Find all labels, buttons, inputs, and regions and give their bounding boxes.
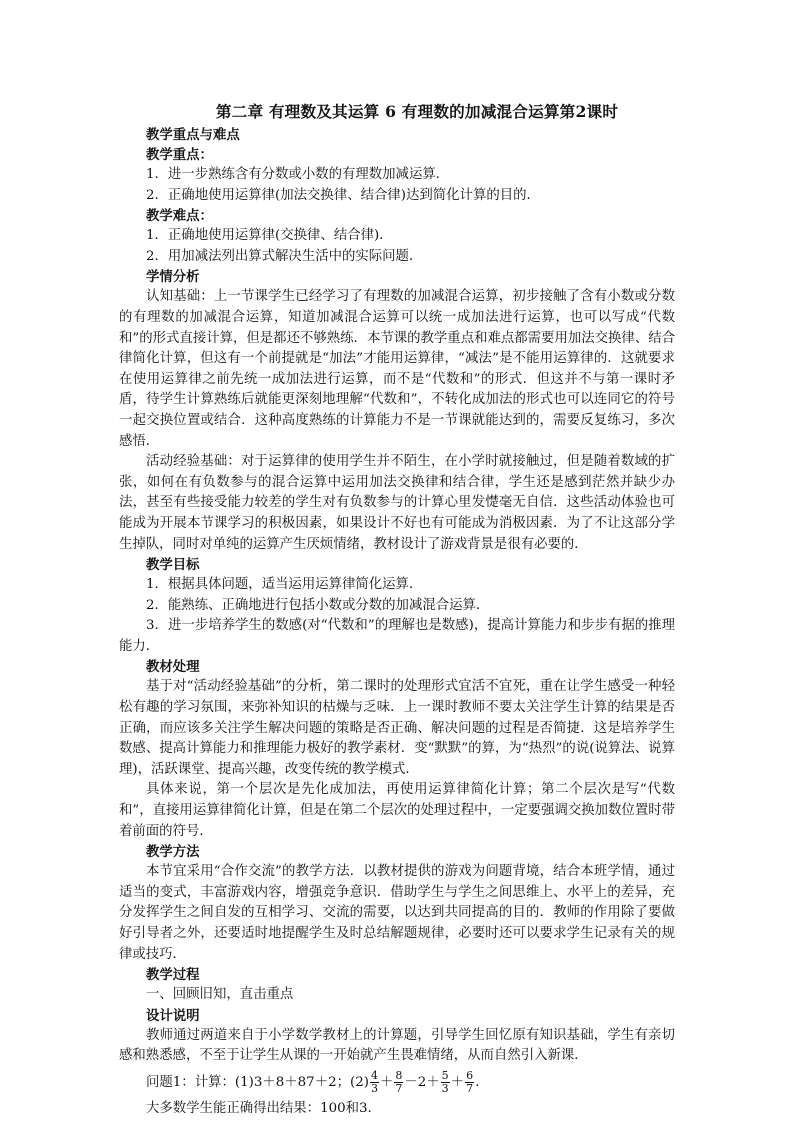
section-heading-key-points: 教学重点与难点 — [146, 127, 240, 143]
subheading-design-notes: 设计说明 — [146, 1007, 200, 1024]
fraction: $\frac{5}{3}$ — [441, 1068, 449, 1095]
fraction: $\frac{8}{7}$ — [395, 1068, 403, 1095]
section-heading-teaching-process: 教学过程 — [146, 967, 200, 984]
paragraph: 本节宜采用“合作交流”的教学方法．以教材提供的游戏为问题背境，结合本班学情，通过适当的变式，丰富游戏内容，增强竞争意识．借助学生与学生之间思维上、水平上的差异，充分发挥学生之间自发的互相学习、交流的需要，以达到共同提高的目的．教师的作用除了要做好引导者之外，还要适时地提醒学生及时总结解题规律，必要时还可以要求学生记录有关的规律或技巧． — [119, 864, 675, 962]
list-item: 2．用加减法列出算式解决生活中的实际问题． — [146, 248, 423, 264]
problem-text: 问题1：计算：(1)3＋8＋87＋2；(2) — [146, 1074, 369, 1090]
problem-1: 问题1：计算：(1)3＋8＋87＋2；(2) $\frac{4}{3}$ ＋ $\frac{8}{7}$ －2＋ $\frac{5}{3}$ ＋ $\frac{6}{7}$ . — [146, 1068, 480, 1095]
list-item: 2．正确地使用运算律(加法交换律、结合律)达到简化计算的目的． — [146, 187, 540, 203]
fraction: $\frac{4}{3}$ — [370, 1068, 378, 1095]
process-step: 一、回顾旧知，直击重点 — [146, 987, 294, 1003]
section-heading-objectives: 教学目标 — [146, 557, 200, 574]
section-heading-learner-analysis: 学情分析 — [146, 269, 200, 286]
paragraph: 基于对“活动经验基础”的分析，第二课时的处理形式宜活不宜死，重在让学生感受一种轻松有趣的学习氛围，来弥补知识的枯燥与乏味．上一课时教师不要太关注学生计算的结果是否正确，而应该多关注学生解决问题的策略是否正确、解决问题的过程是否简捷．这是培养学生数感、提高计算能力和推理能力极好的教学素材．变“默默”的算，为“热烈”的说(说算法、说算理)，活跃课堂、提高兴趣，改变传统的教学模式． — [119, 679, 675, 777]
fraction: $\frac{6}{7}$ — [466, 1068, 474, 1095]
list-item: 2．能熟练、正确地进行包括小数或分数的加减混合运算． — [146, 597, 490, 613]
result-text: 大多数学生能正确得出结果：100和3. — [146, 1100, 372, 1116]
section-heading-material-handling: 教材处理 — [146, 659, 200, 676]
document-body — [119, 101, 675, 1120]
paragraph: 教师通过两道来自于小学数学教材上的计算题，引导学生回忆原有知识基础，学生有亲切感和熟悉感，不至于让学生从课的一开始就产生畏难情绪，从而自然引入新课． — [119, 1027, 675, 1064]
list-item: 1．正确地使用运算律(交换律、结合律)． — [146, 228, 393, 244]
subheading-difficulties: 教学难点： — [146, 208, 213, 225]
paragraph: 具体来说，第一个层次是先化成加法，再使用运算律简化计算；第二个层次是写“代数和”，直接用运算律简化计算，但是在第二个层次的处理过程中，一定要强调交换加数位置时带着前面的符号． — [119, 782, 675, 839]
section-heading-teaching-method: 教学方法 — [146, 844, 200, 861]
document-title: 第二章 有理数及其运算 6 有理数的加减混合运算第2课时 — [215, 102, 619, 121]
paragraph: 认知基础：上一节课学生已经学习了有理数的加减混合运算，初步接触了含有小数或分数的有理数的加减混合运算，知道加减混合运算可以统一成加法进行运算，也可以写成“代数和”的形式直接计算，但是都还不够熟练．本节课的教学重点和难点都需要用加法交换律、结合律简化计算，但这有一个前提就是“加法”才能用运算律，“减法”是不能用运算律的．这就要求在使用运算律之前先统一成加法进行运算，而不是“代数和”的形式．但这并不与第一课时矛盾，待学生计算熟练后就能更深刻地理解“代数和”，不转化成加法的形式也可以连同它的符号一起交换位置或结合．这种高度熟练的计算能力不是一节课就能达到的，需要反复练习，多次感悟． — [119, 289, 675, 449]
list-item: 1．根据具体问题，适当运用运算律简化运算． — [146, 577, 423, 593]
paragraph: 活动经验基础：对于运算律的使用学生并不陌生，在小学时就接触过，但是随着数域的扩张，如何在有负数参与的混合运算中运用加法交换律和结合律，学生还是感到茫然并缺少办法，甚至有些接受能力较差的学生对有负数参与的计算心里发憷毫无自信．这些活动体验也可能成为开展本节课学习的积极因素，如果设计不好也有可能成为消极因素．为了不让这部分学生掉队，同时对单纯的运算产生厌烦情绪，教材设计了游戏背景是很有必要的． — [119, 454, 675, 552]
list-item: 3．进一步培养学生的数感(对“代数和”的理解也是数感)，提高计算能力和步步有据的推理能力． — [119, 618, 675, 654]
list-item: 1．进一步熟练含有分数或小数的有理数加减运算． — [146, 167, 450, 182]
subheading-key-points: 教学重点： — [146, 147, 213, 163]
